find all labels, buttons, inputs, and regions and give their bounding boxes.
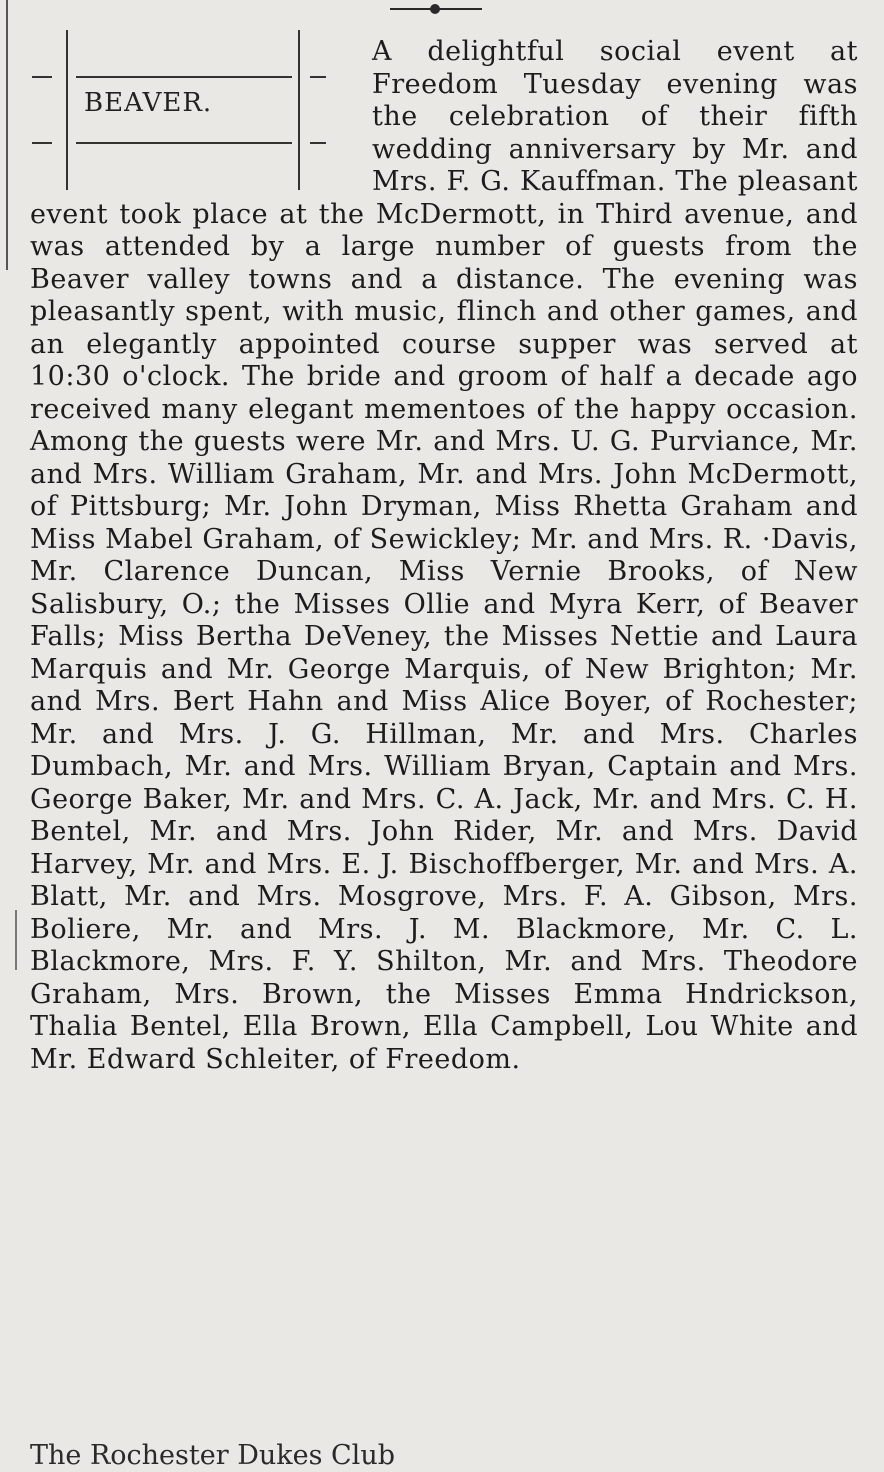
column-rule xyxy=(6,0,8,270)
heading-float-space xyxy=(30,36,372,196)
section-heading: BEAVER. xyxy=(84,88,213,118)
divider-dot xyxy=(430,4,440,14)
top-ornament-divider xyxy=(390,0,482,16)
article-body xyxy=(30,36,858,1446)
column-rule-lower xyxy=(15,910,17,970)
article-text: A delightful social event at Freedom Tuesday evening was the celebration of their fifth wedding anniversary by Mr. and Mrs. F. G. Kauffman. The pleasant event took place at the McDermott, in Third avenue, and was attended by a large number of guests from the Beaver valley towns and a distance. The evening was pleasantly spent, with music, flinch and other games, and an elegantly appointed course supper was served at 10:30 o'clock. The bride and groom of half a decade ago received many elegant mementoes of the happy occasion. Among the guests were Mr. and Mrs. U. G. Purviance, Mr. and Mrs. William Graham, Mr. and Mrs. John McDermott, of Pittsburg; Mr. John Dryman, Miss Rhetta Graham and Miss Mabel Graham, of Sewickley; Mr. and Mrs. R. ·Davis, Mr. Clarence Duncan, Miss Vernie Brooks, of New Salisbury, O.; the Misses Ollie and Myra Kerr, of Beaver Falls; Miss Bertha DeVeney, the Misses Nettie and Laura Marquis and Mr. George Marquis, of New Brighton; Mr. and Mrs. Bert Hahn and Miss Alice Boyer, of Rochester; Mr. and Mrs. J. G. Hillman, Mr. and Mrs. Charles Dumbach, Mr. and Mrs. William Bryan, Captain and Mrs. George Baker, Mr. and Mrs. C. A. Jack, Mr. and Mrs. C. H. Bentel, Mr. and Mrs. John Rider, Mr. and Mrs. David Harvey, Mr. and Mrs. E. J. Bischoffberger, Mr. and Mrs. A. Blatt, Mr. and Mrs. Mosgrove, Mrs. F. A. Gibson, Mrs. Boliere, Mr. and Mrs. J. M. Blackmore, Mr. C. L. Blackmore, Mrs. F. Y. Shilton, Mr. and Mrs. Theodore Graham, Mrs. Brown, the Misses Emma Hndrickson, Thalia Bentel, Ella Brown, Ella Campbell, Lou White and Mr. Edward Schleiter, of Freedom. xyxy=(30,36,858,1075)
next-article-cut-line: The Rochester Dukes Club xyxy=(30,1440,395,1471)
